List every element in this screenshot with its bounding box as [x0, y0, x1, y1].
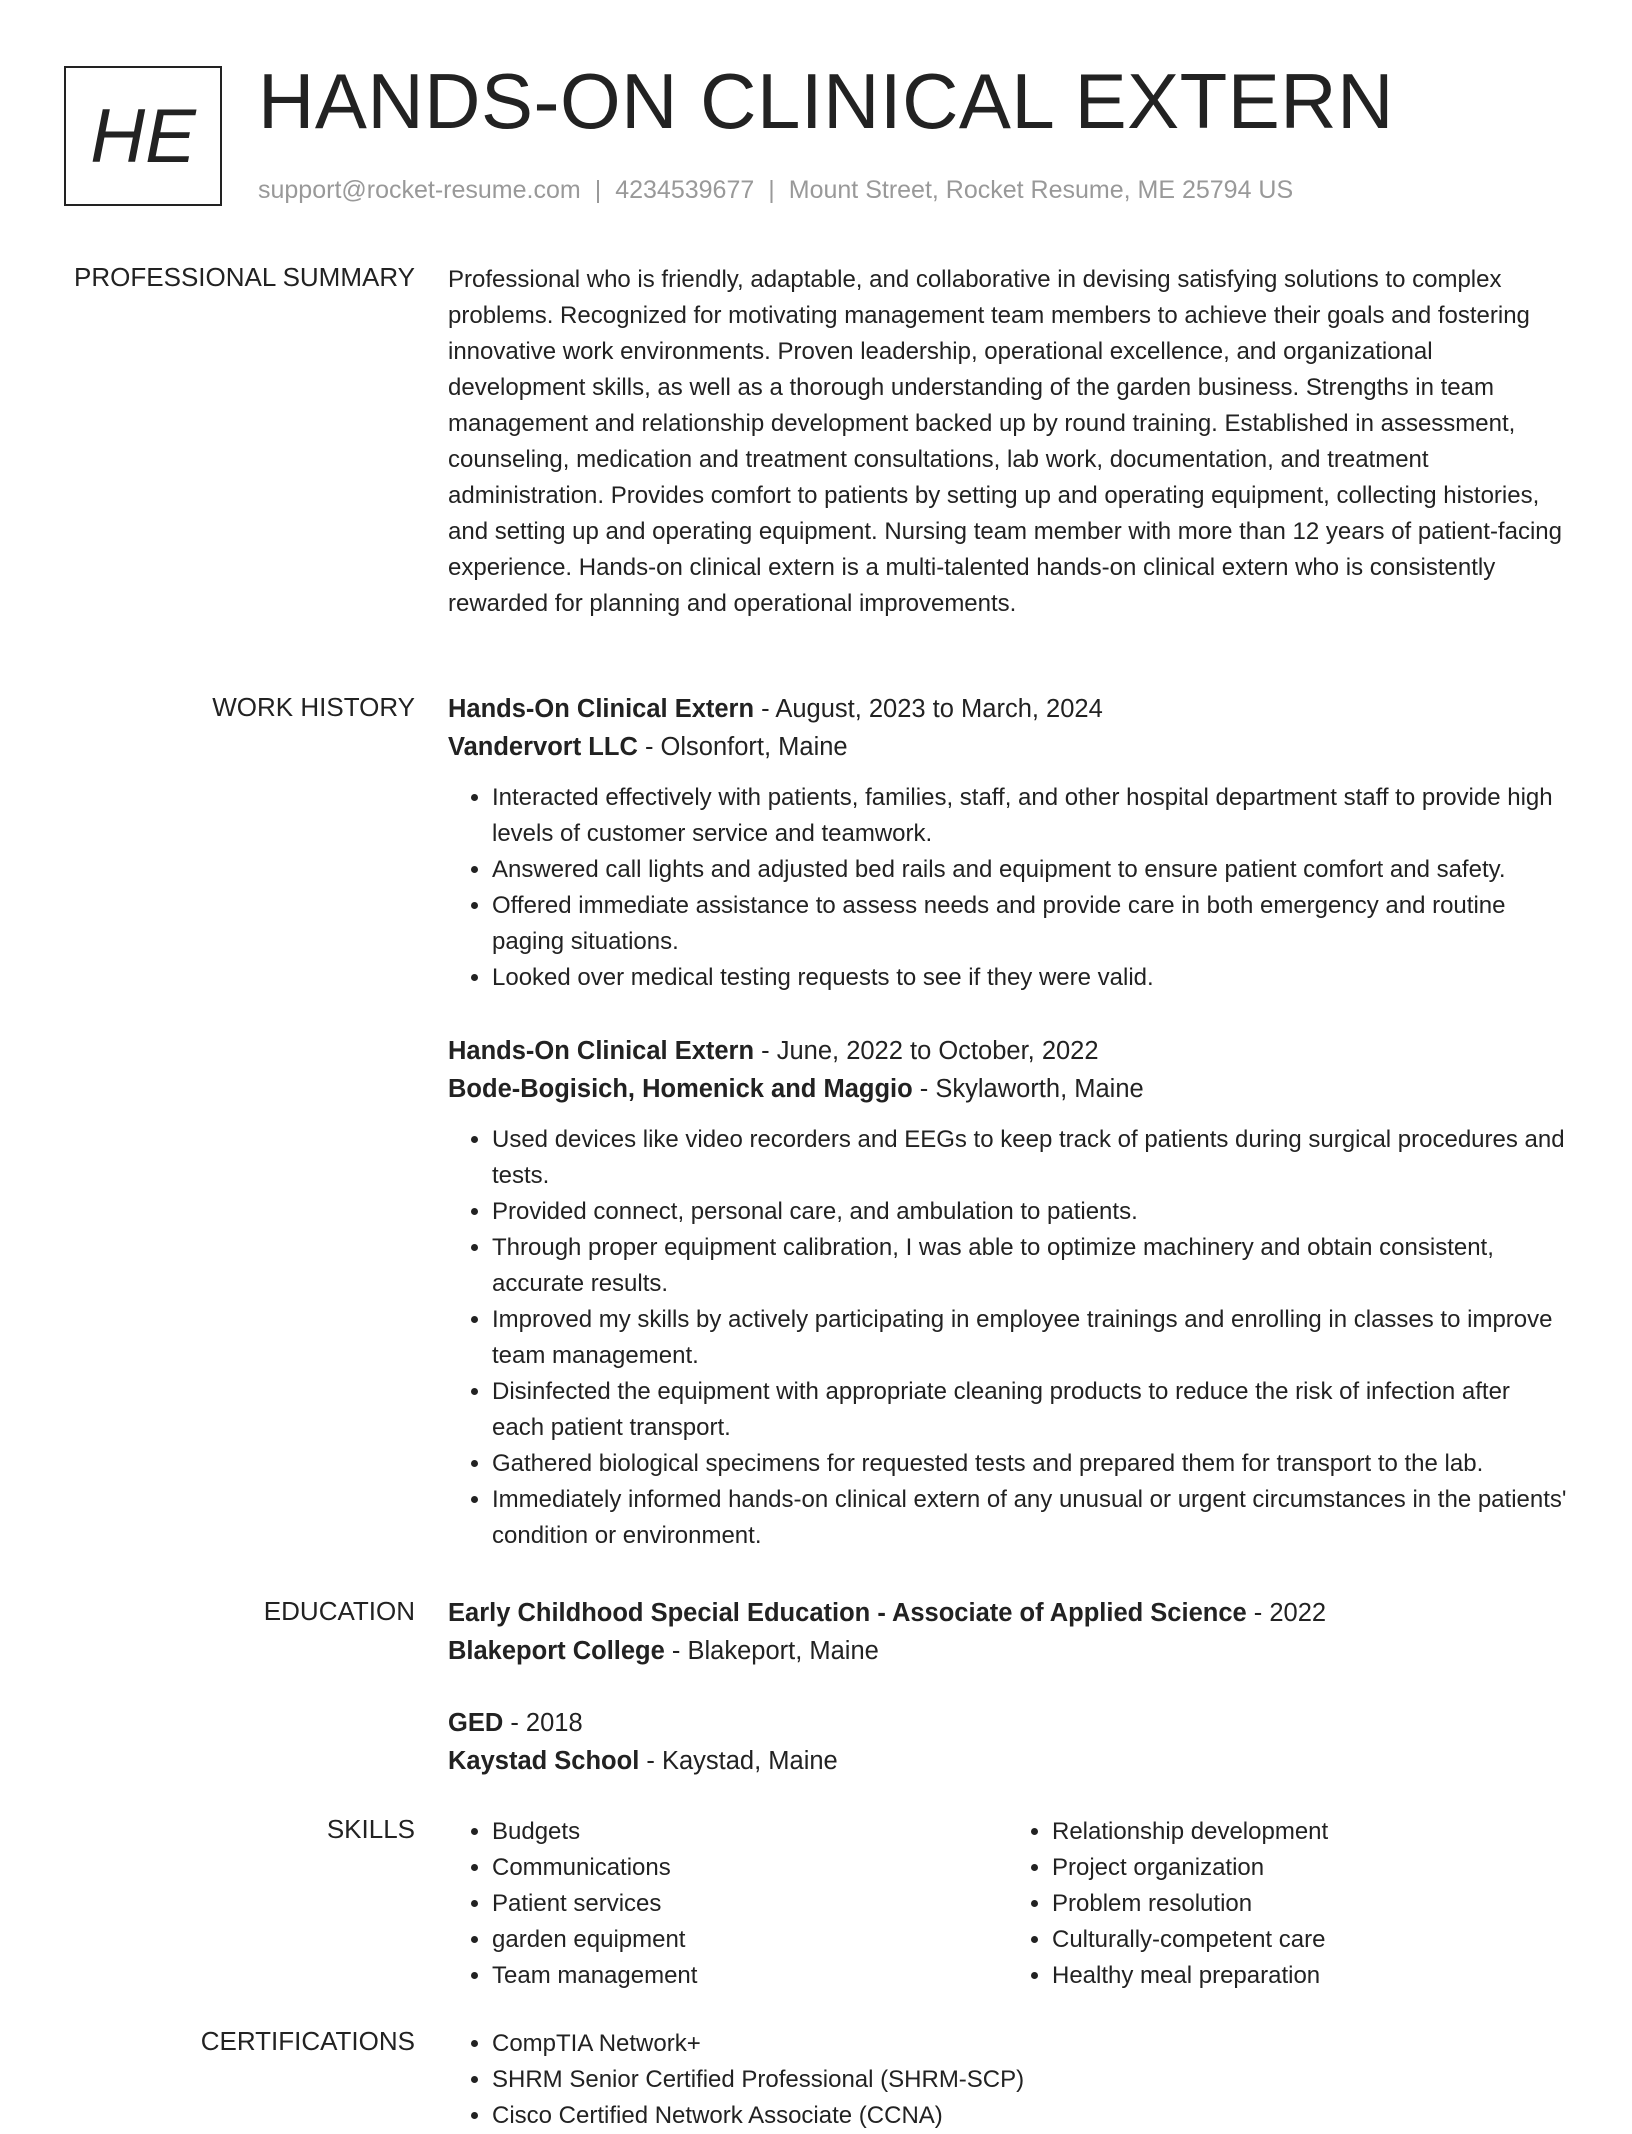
skills-list-right	[1008, 1814, 1568, 1994]
education-entry	[448, 1594, 1568, 1670]
contact-phone: 4234539677	[615, 176, 755, 204]
summary-body	[448, 262, 1568, 622]
job-bullets	[448, 780, 1568, 996]
job-company: Bode-Bogisich, Homenick and Maggio	[448, 1075, 913, 1103]
job-dates: - June, 2022 to October, 2022	[754, 1037, 1099, 1065]
job-bullet: • Offered immediate assistance to assess needs and provide care in both emergency and routine paging situations.	[492, 888, 1568, 960]
skills-body	[448, 1814, 1568, 1994]
job-company: Vandervort LLC	[448, 733, 638, 761]
contact-email: support@rocket-resume.com	[258, 176, 581, 204]
section-label-skills: SKILLS	[326, 1814, 415, 1844]
job-bullet: • Improved my skills by actively participating in employee trainings and enrolling in classes to improve team management.	[492, 1302, 1568, 1374]
section-label-work-history: WORK HISTORY	[212, 692, 415, 722]
certification-item: • SHRM Senior Certified Professional (SHRM-SCP)	[492, 2062, 1568, 2098]
job-location: - Olsonfort, Maine	[637, 733, 848, 761]
education-location: - Blakeport, Maine	[664, 1637, 879, 1665]
education-school: Blakeport College	[448, 1637, 665, 1665]
skill-item: • Culturally-competent care	[1052, 1922, 1568, 1958]
skill-item: • Communications	[492, 1850, 1008, 1886]
education-location: - Kaystad, Maine	[639, 1747, 838, 1775]
education-school-line	[448, 1742, 1568, 1780]
section-label-education: EDUCATION	[263, 1596, 415, 1626]
monogram-text: HE	[90, 93, 196, 179]
job-title: Hands-On Clinical Extern	[448, 695, 755, 723]
skills-columns	[448, 1814, 1568, 1994]
job-bullet: • Gathered biological specimens for requested tests and prepared them for transport to the lab.	[492, 1446, 1568, 1482]
education-body	[448, 1594, 1568, 1780]
job-entry	[448, 1032, 1568, 1554]
contact-address: Mount Street, Rocket Resume, ME 25794 US	[788, 176, 1294, 204]
job-title-line	[448, 1032, 1568, 1070]
job-company-line	[448, 728, 1568, 766]
section-label-summary: PROFESSIONAL SUMMARY	[74, 262, 415, 292]
summary-text: Professional who is friendly, adaptable, and collaborative in devising satisfying solutions to complex problems. Recognized for motivating management team members to achieve their goals and fostering innovative work environments. Proven leadership, operational excellence, and organizational development skills, as well as a thorough understanding of the garden business. Strengths in team management and relationship development backed up by round training. Established in assessment, counseling, medication and treatment consultations, lab work, documentation, and treatment administration. Provides comfort to patients by setting up and operating equipment, collecting histories, and setting up and operating equipment. Nursing team member with more than 12 years of patient-facing experience. Hands-on clinical extern is a multi-talented hands-on clinical extern who is consistently rewarded for planning and operational improvements.	[448, 266, 1562, 617]
job-bullet: • Immediately informed hands-on clinical extern of any unusual or urgent circumstances in the patients' condition or environment.	[492, 1482, 1568, 1554]
work-history-body	[448, 690, 1568, 1554]
monogram-badge	[64, 66, 222, 206]
education-year: - 2018	[503, 1709, 583, 1737]
job-bullet: • Through proper equipment calibration, I was able to optimize machinery and obtain consistent, accurate results.	[492, 1230, 1568, 1302]
certifications-list	[448, 2026, 1568, 2134]
job-title-line	[448, 690, 1568, 728]
certification-item: • Cisco Certified Network Associate (CCNA)	[492, 2098, 1568, 2134]
contact-separator: |	[768, 176, 775, 204]
skill-item: • Relationship development	[1052, 1814, 1568, 1850]
education-degree-line	[448, 1594, 1568, 1632]
job-entry	[448, 690, 1568, 996]
certifications-body	[448, 2026, 1568, 2134]
skills-list-left	[448, 1814, 1008, 1994]
education-degree-line	[448, 1704, 1568, 1742]
skill-item: • garden equipment	[492, 1922, 1008, 1958]
job-title: Hands-On Clinical Extern	[448, 1037, 755, 1065]
skill-item: • Project organization	[1052, 1850, 1568, 1886]
section-label-certifications: CERTIFICATIONS	[200, 2026, 415, 2056]
job-bullets	[448, 1122, 1568, 1554]
job-bullet: • Answered call lights and adjusted bed rails and equipment to ensure patient comfort and safety.	[492, 852, 1568, 888]
job-bullet: • Disinfected the equipment with appropriate cleaning products to reduce the risk of infection after each patient transport.	[492, 1374, 1568, 1446]
job-bullet: • Looked over medical testing requests to see if they were valid.	[492, 960, 1568, 996]
job-bullet: • Interacted effectively with patients, families, staff, and other hospital department staff to provide high levels of customer service and teamwork.	[492, 780, 1568, 852]
skill-item: • Patient services	[492, 1886, 1008, 1922]
job-location: - Skylaworth, Maine	[912, 1075, 1144, 1103]
certification-item: • CompTIA Network+	[492, 2026, 1568, 2062]
job-bullet: • Provided connect, personal care, and ambulation to patients.	[492, 1194, 1568, 1230]
skill-item: • Problem resolution	[1052, 1886, 1568, 1922]
contact-line	[258, 176, 1293, 205]
skill-item: • Team management	[492, 1958, 1008, 1994]
job-company-line	[448, 1070, 1568, 1108]
job-dates: - August, 2023 to March, 2024	[754, 695, 1103, 723]
education-degree: GED	[448, 1709, 504, 1737]
contact-separator: |	[594, 176, 602, 204]
education-entry	[448, 1704, 1568, 1780]
skill-item: • Budgets	[492, 1814, 1008, 1850]
skill-item: • Healthy meal preparation	[1052, 1958, 1568, 1994]
candidate-name: HANDS-ON CLINICAL EXTERN	[258, 57, 1394, 145]
education-school: Kaystad School	[448, 1747, 640, 1775]
education-year: - 2022	[1246, 1599, 1327, 1627]
education-degree: Early Childhood Special Education - Associate of Applied Science	[448, 1599, 1247, 1627]
job-bullet: • Used devices like video recorders and EEGs to keep track of patients during surgical procedures and tests.	[492, 1122, 1568, 1194]
education-school-line	[448, 1632, 1568, 1670]
